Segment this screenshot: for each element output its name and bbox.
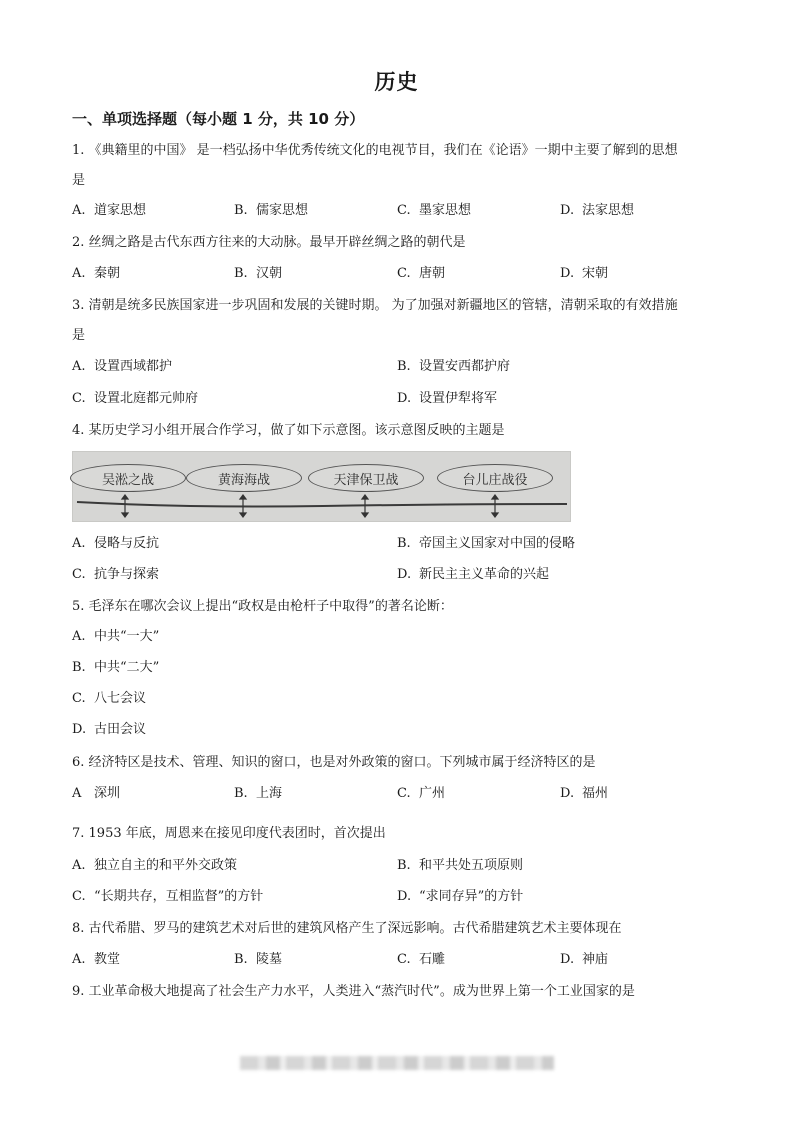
q8-option-c: C. 石雕 — [397, 952, 446, 967]
q3-option-a: A. 设置西域都护 — [72, 359, 173, 374]
q5-option-c: C. 八七会议 — [72, 691, 147, 706]
timeline-label-2: 黄海海战 — [186, 464, 302, 492]
q5-option-d: D. 古田会议 — [72, 722, 147, 737]
q7-option-d: D. “求同存异”的方针 — [397, 889, 524, 904]
question-9-stem: 9. 工业革命极大地提高了社会生产力水平，人类进入“蒸汽时代”。成为世界上第一个工业国家的是 — [72, 984, 635, 999]
q8-option-b: B. 陵墓 — [234, 952, 283, 967]
q1-option-c: C. 墨家思想 — [397, 203, 472, 218]
timeline-figure — [72, 451, 571, 522]
q3-option-c: C. 设置北庭都元帅府 — [72, 391, 199, 406]
question-4-stem: 4. 某历史学习小组开展合作学习，做了如下示意图。该示意图反映的主题是 — [72, 423, 505, 438]
q1-option-b: B. 儒家思想 — [234, 203, 309, 218]
q4-option-a: A. 侵略与反抗 — [72, 536, 160, 551]
q6-option-a: A 深圳 — [72, 786, 121, 801]
q7-option-b: B. 和平共处五项原则 — [397, 858, 524, 873]
q1-option-a: A. 道家思想 — [72, 203, 147, 218]
q7-option-c: C. “长期共存，互相监督”的方针 — [72, 889, 264, 904]
q1-option-d: D. 法家思想 — [560, 203, 635, 218]
question-2-stem: 2. 丝绸之路是古代东西方往来的大动脉。最早开辟丝绸之路的朝代是 — [72, 235, 466, 250]
q6-option-d: D. 福州 — [560, 786, 609, 801]
question-6-stem: 6. 经济特区是技术、管理、知识的窗口，也是对外政策的窗口。下列城市属于经济特区的是 — [72, 755, 596, 770]
timeline-label-1: 吴淞之战 — [70, 464, 186, 492]
q8-option-a: A. 教堂 — [72, 952, 121, 967]
question-1-stem: 1. 《典籍里的中国》 是一档弘扬中华优秀传统文化的电视节目，我们在《论语》一期中主要了解到的思想 — [72, 143, 678, 158]
q3-option-d: D. 设置伊犁将军 — [397, 391, 498, 406]
q5-option-a: A. 中共“一大” — [72, 629, 160, 644]
q4-option-c: C. 抗争与探索 — [72, 567, 160, 582]
page-title: 历史 — [374, 70, 419, 94]
q7-option-a: A. 独立自主的和平外交政策 — [72, 858, 238, 873]
question-3-stem-cont: 是 — [72, 328, 86, 343]
timeline-label-4: 台儿庄战役 — [437, 464, 553, 492]
q2-option-d: D. 宋朝 — [560, 266, 609, 281]
question-3-stem: 3. 清朝是统多民族国家进一步巩固和发展的关键时期。 为了加强对新疆地区的管辖，清朝采取的有效措施 — [72, 298, 678, 313]
question-8-stem: 8. 古代希腊、罗马的建筑艺术对后世的建筑风格产生了深远影响。古代希腊建筑艺术主要体现在 — [72, 921, 622, 936]
question-7-stem: 7. 1953 年底，周恩来在接见印度代表团时，首次提出 — [72, 826, 386, 841]
q4-option-b: B. 帝国主义国家对中国的侵略 — [397, 536, 576, 551]
q8-option-d: D. 神庙 — [560, 952, 609, 967]
q6-option-b: B. 上海 — [234, 786, 283, 801]
section-heading: 一、单项选择题（每小题 1 分，共 10 分） — [72, 110, 365, 128]
q3-option-b: B. 设置安西都护府 — [397, 359, 511, 374]
q4-option-d: D. 新民主主义革命的兴起 — [397, 567, 550, 582]
q2-option-b: B. 汉朝 — [234, 266, 283, 281]
question-5-stem: 5. 毛泽东在哪次会议上提出“政权是由枪杆子中取得”的著名论断： — [72, 599, 453, 614]
question-1-stem-cont: 是 — [72, 173, 86, 188]
blurred-footer-watermark — [240, 1056, 554, 1070]
timeline-label-3: 天津保卫战 — [308, 464, 424, 492]
q2-option-c: C. 唐朝 — [397, 266, 446, 281]
q6-option-c: C. 广州 — [397, 786, 446, 801]
q5-option-b: B. 中共“二大” — [72, 660, 160, 675]
q2-option-a: A. 秦朝 — [72, 266, 121, 281]
